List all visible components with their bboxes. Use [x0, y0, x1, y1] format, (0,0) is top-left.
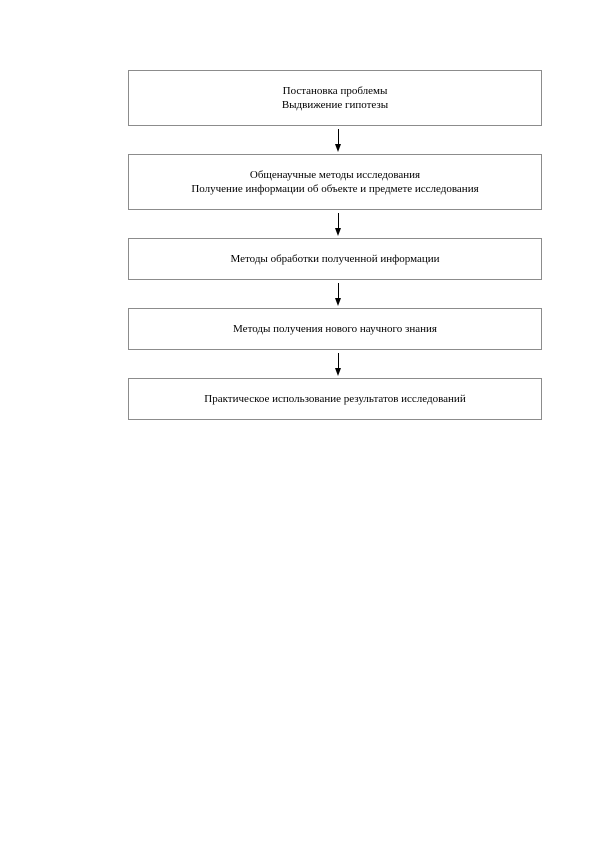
arrow-head-icon	[335, 144, 341, 152]
step-general-methods-box	[128, 154, 542, 210]
step-3-line-1: Методы обработки полученной информации	[230, 253, 440, 265]
arrow-head-icon	[335, 228, 341, 236]
arrow-down-icon	[338, 353, 340, 377]
arrow-shaft	[338, 213, 339, 229]
arrow-down-icon	[338, 283, 340, 307]
step-problem-statement-box	[128, 70, 542, 126]
arrow-head-icon	[335, 368, 341, 376]
step-new-knowledge-box	[128, 308, 542, 350]
arrow-down-icon	[338, 129, 340, 153]
step-practical-use-box	[128, 378, 542, 420]
arrow-down-icon	[338, 213, 340, 237]
step-5-line-1: Практическое использование результатов исследований	[204, 393, 466, 405]
step-1-line-2: Выдвижение гипотезы	[281, 99, 389, 111]
step-2-line-1: Общенаучные методы исследования	[249, 169, 421, 181]
arrow-shaft	[338, 353, 339, 369]
arrow-shaft	[338, 129, 339, 145]
arrow-head-icon	[335, 298, 341, 306]
step-processing-methods-box	[128, 238, 542, 280]
step-1-line-1: Постановка проблемы	[282, 85, 388, 97]
step-4-line-1: Методы получения нового научного знания	[233, 323, 437, 335]
step-2-line-2: Получение информации об объекте и предмете исследования	[191, 183, 479, 195]
arrow-shaft	[338, 283, 339, 299]
